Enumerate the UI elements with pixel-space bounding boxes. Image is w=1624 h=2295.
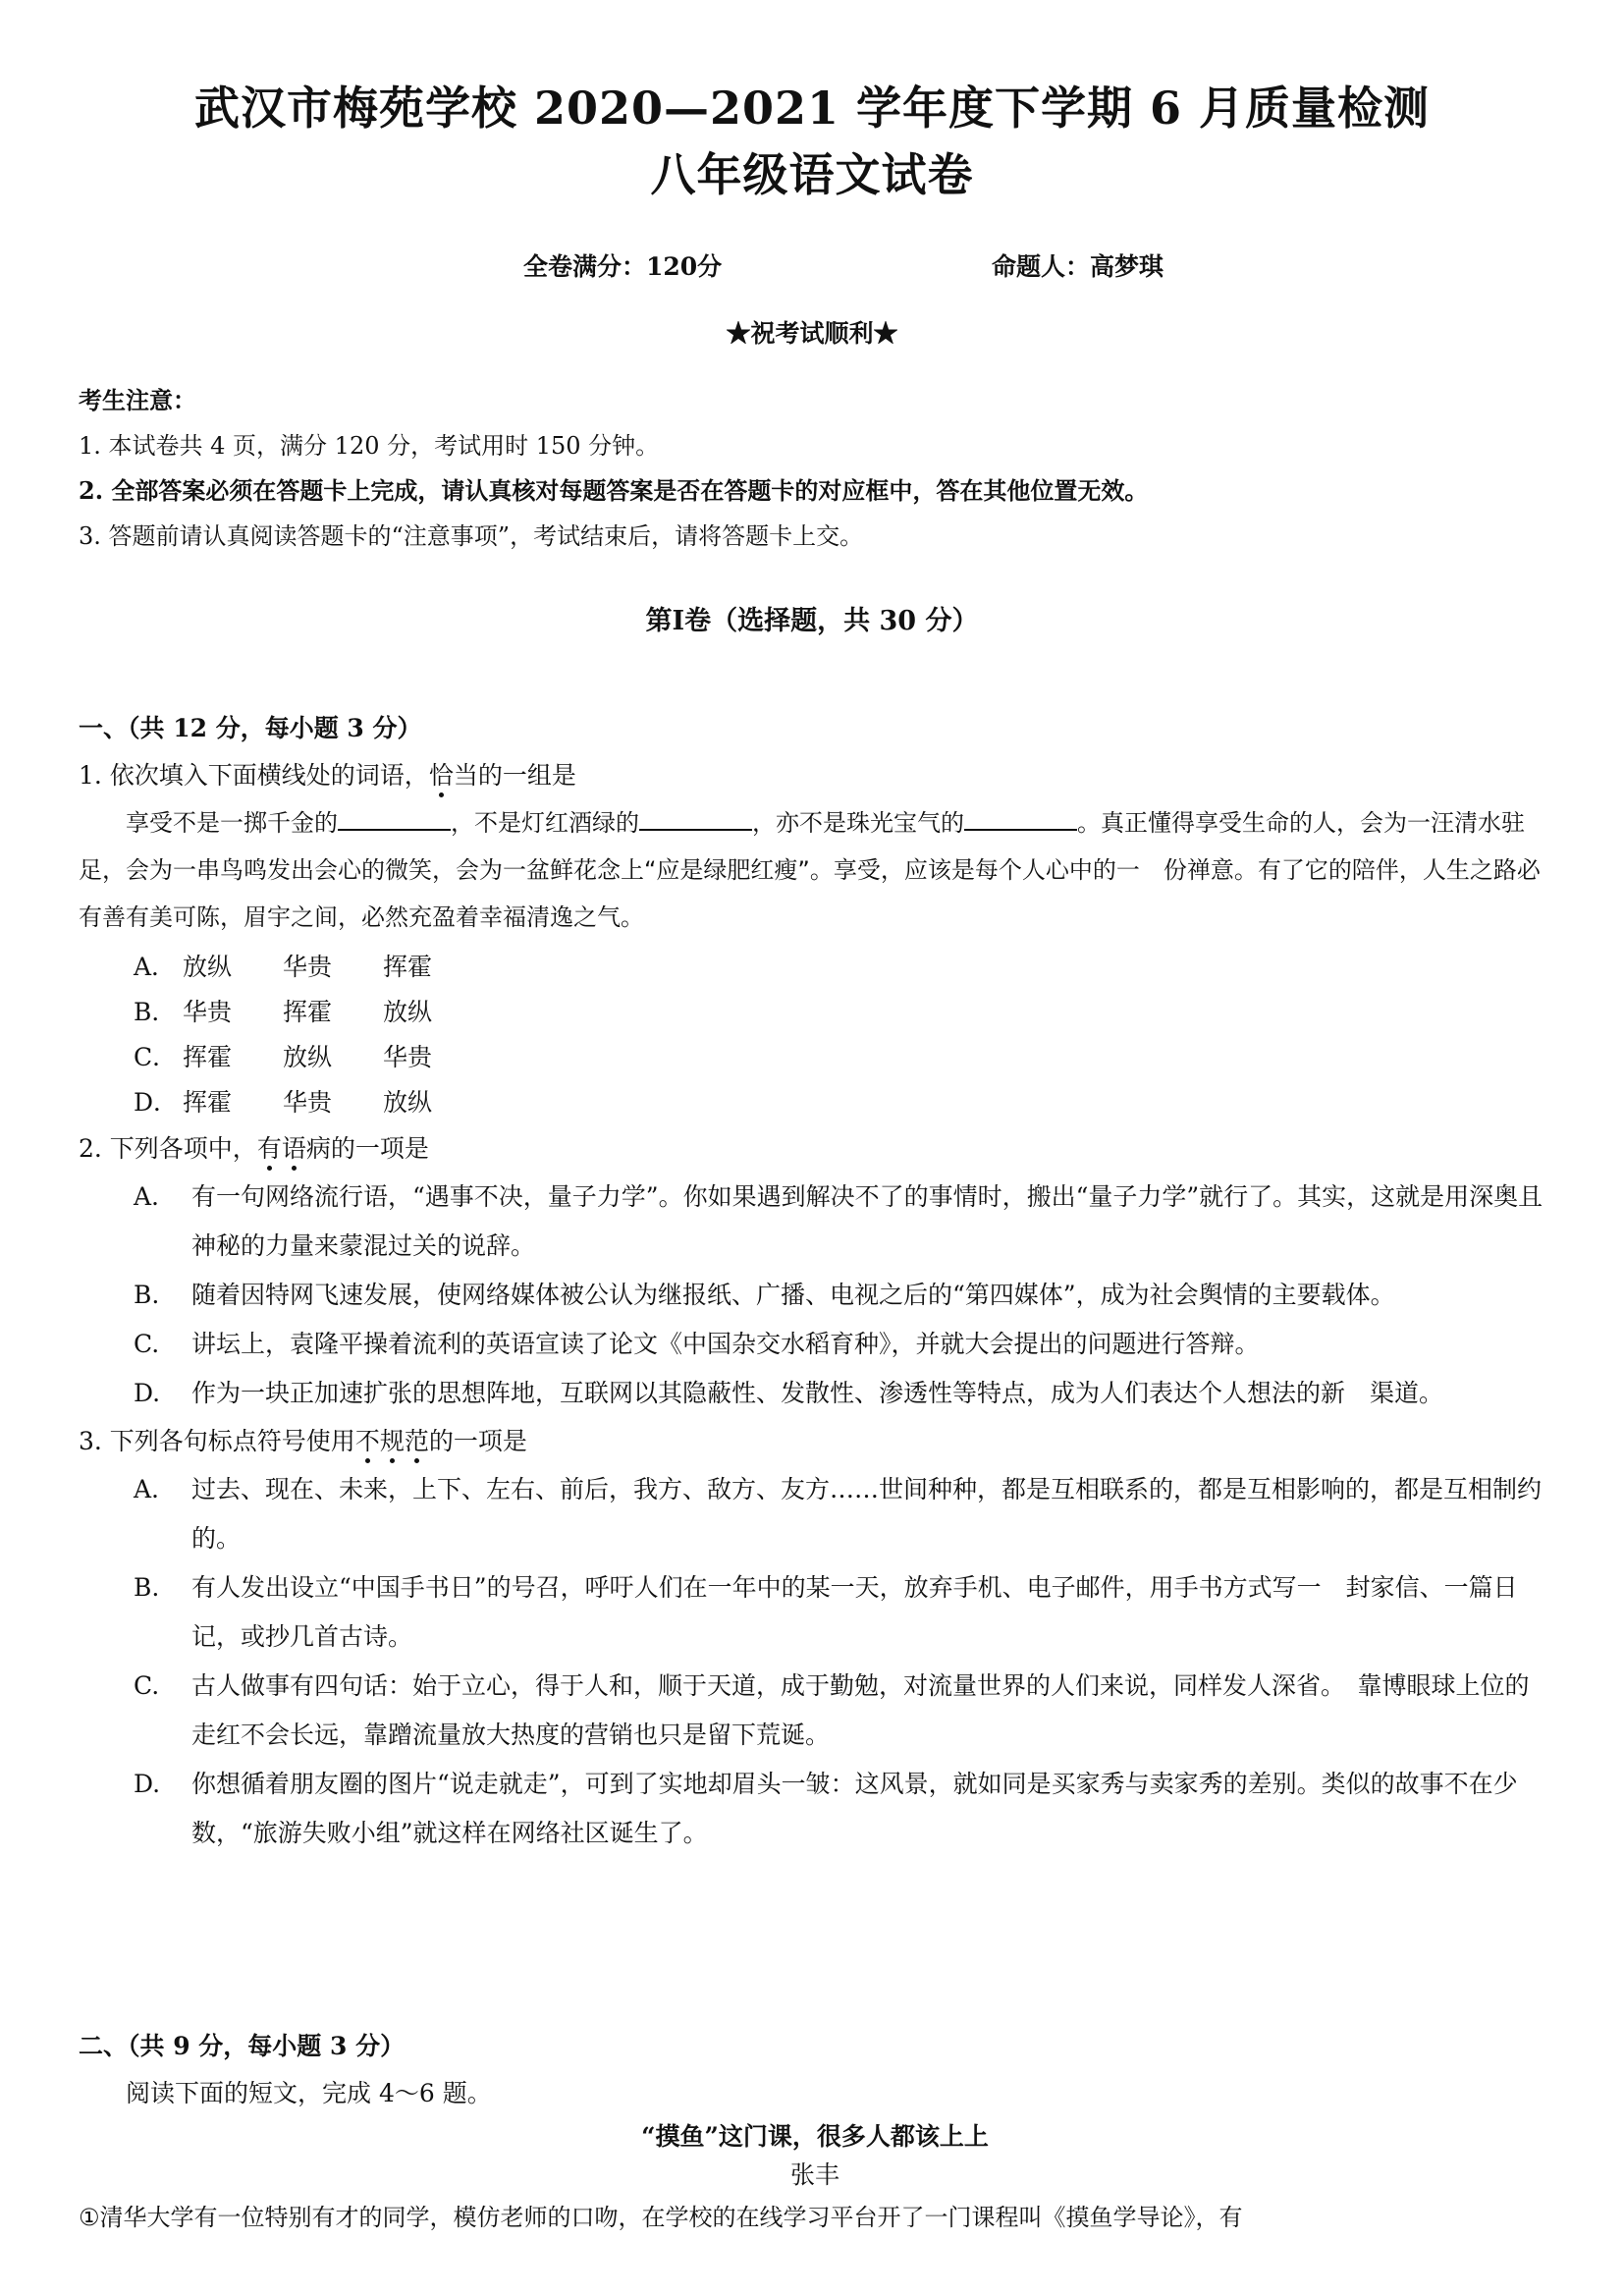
q3-choice-c [79, 1662, 1551, 1760]
exam-title-line2: 八年级语文试卷 [650, 148, 974, 201]
option-word: 华贵 [383, 1043, 433, 1071]
full-score: 全卷满分：120分 [523, 252, 723, 281]
choice-text: 古人做事有四句话：始于立心，得于人和，顺于天道，成于勤勉，对流量世界的人们来说，同样发人深省。 靠博眼球上位的走红不会长远，靠蹭流量放大热度的营销也只是留下荒诞。 [191, 1671, 1530, 1749]
q3-choice-a [79, 1465, 1551, 1563]
choice-label: B. [134, 1281, 160, 1309]
q1-passage-part: 。真正懂得享受生命的人，会为一汪清水驻足，会为一串鸟鸣发出会心的微笑，会为一盆鲜花念上“应是绿肥红瘦”。享受，应该是每个人心中的一 份禅意。有了它的陪伴，人生之路必有善有美可陈，眉宇之间，必然充盈着幸福清逸之气。 [79, 809, 1541, 931]
notice-item-1: 1. 本试卷共 4 页，满分 120 分，考试用时 150 分钟。 [79, 432, 660, 460]
q3-stem-text: 3. 下列各句标点符号使用 [79, 1427, 355, 1455]
choice-label: A. [134, 1475, 160, 1503]
option-word: 放纵 [383, 998, 433, 1026]
option-letter: D． [134, 1088, 179, 1117]
good-luck-line: ★祝考试顺利★ [726, 319, 898, 348]
choice-label: C. [134, 1671, 160, 1700]
q3-choice-d [79, 1760, 1551, 1858]
q2-emphasis-char: 语 [281, 1134, 306, 1163]
choice-text: 随着因特网飞速发展，使网络媒体被公认为继报纸、广播、电视之后的“第四媒体”，成为社会舆情的主要载体。 [191, 1281, 1395, 1309]
choice-text: 过去、现在、未来，上下、左右、前后，我方、敌方、友方……世间种种，都是互相联系的，都是互相影响的，都是互相制约的。 [191, 1475, 1543, 1553]
option-word: 华贵 [283, 953, 333, 981]
section-2-intro: 阅读下面的短文，完成 4～6 题。 [126, 2079, 492, 2107]
q1-option-d [134, 1080, 1551, 1125]
option-word: 挥霍 [383, 953, 433, 981]
option-word: 挥霍 [183, 1088, 233, 1117]
q1-stem-text-end: 的一组是 [477, 761, 576, 790]
option-word: 放纵 [183, 953, 233, 981]
notice-item-3: 3. 答题前请认真阅读答题卡的“注意事项”，考试结束后，请将答题卡上交。 [79, 522, 864, 550]
q1-option-c [134, 1035, 1551, 1080]
question-author: 命题人：高梦琪 [992, 252, 1164, 281]
q1-stem-text: 1. 依次填入下面横线处的词语， [79, 761, 429, 790]
choice-label: B. [134, 1573, 160, 1602]
q3-stem-text-end: 的一项是 [428, 1427, 527, 1455]
q3-emphasis-char: 规 [379, 1427, 405, 1455]
option-word: 放纵 [383, 1088, 433, 1117]
answer-blank [964, 803, 1077, 831]
option-letter: A． [134, 953, 177, 981]
q2-emphasis-char: 有 [256, 1134, 282, 1163]
exam-title-line1: 武汉市梅苑学校 2020—2021 学年度下学期 6 月质量检测 [193, 82, 1431, 135]
choice-text: 讲坛上，袁隆平操着流利的英语宣读了论文《中国杂交水稻育种》，并就大会提出的问题进行答辩。 [191, 1330, 1260, 1358]
section-2-heading: 二、（共 9 分，每小题 3 分） [79, 2032, 406, 2060]
option-word: 放纵 [283, 1043, 333, 1071]
notice-heading: 考生注意： [79, 386, 196, 414]
q3-emphasis-char: 不 [354, 1427, 380, 1455]
choice-label: D. [134, 1770, 161, 1798]
part1-title: 第Ⅰ卷（选择题，共 30 分） [645, 606, 979, 636]
choice-label: D. [134, 1379, 161, 1407]
q1-stem-char: 当 [453, 761, 478, 790]
section-2 [79, 2023, 1551, 2241]
question-2-stem [79, 1125, 1551, 1173]
q1-passage-part: ，不是灯红酒绿的 [451, 809, 639, 837]
choice-text: 你想循着朋友圈的图片“说走就走”，可到了实地却眉头一皱：这风景，就如同是买家秀与卖家秀的差别。类似的故事不在少数，“旅游失败小组”就这样在网络社区诞生了。 [191, 1770, 1518, 1847]
option-word: 挥霍 [283, 998, 333, 1026]
section-1-heading: 一、（共 12 分，每小题 3 分） [79, 714, 422, 742]
article-paragraph-1: ①清华大学有一位特别有才的同学，模仿老师的口吻，在学校的在线学习平台开了一门课程叫《摸鱼学导论》，有 [79, 2204, 1243, 2231]
q3-choice-b [79, 1563, 1551, 1662]
option-letter: B． [134, 998, 177, 1026]
q2-choice-b [79, 1271, 1551, 1320]
article-title: “摸鱼”这门课，很多人都该上上 [641, 2122, 989, 2151]
q2-choice-d [79, 1369, 1551, 1418]
option-word: 华贵 [183, 998, 233, 1026]
choice-text: 作为一块正加速扩张的思想阵地，互联网以其隐蔽性、发散性、渗透性等特点，成为人们表达个人想法的新 渠道。 [191, 1379, 1444, 1407]
choice-text: 有一句网络流行语，“遇事不决，量子力学”。你如果遇到解决不了的事情时，搬出“量子力学”就行了。其实，这就是用深奥且神秘的力量来蒙混过关的说辞。 [191, 1182, 1543, 1260]
question-1-stem [79, 752, 1551, 799]
q1-emphasis-char: 恰 [428, 761, 454, 790]
notice-item-2: 2. 全部答案必须在答题卡上完成，请认真核对每题答案是否在答题卡的对应框中，答在其他位置无效。 [79, 476, 1149, 505]
q1-passage-part: ，亦不是珠光宝气的 [752, 809, 964, 837]
q1-option-b [134, 990, 1551, 1035]
q2-stem-text: 2. 下列各项中， [79, 1134, 257, 1163]
q2-stem-text-end: 病的一项是 [305, 1134, 429, 1163]
option-word: 挥霍 [183, 1043, 233, 1071]
choice-label: C. [134, 1330, 160, 1358]
article-author: 张丰 [789, 2160, 839, 2189]
question-1-passage [79, 799, 1551, 941]
option-word: 华贵 [283, 1088, 333, 1117]
answer-blank [338, 803, 451, 831]
question-1-options [134, 945, 1551, 1125]
choice-text: 有人发出设立“中国手书日”的号召，呼吁人们在一年中的某一天，放弃手机、电子邮件，用手书方式写一 封家信、一篇日记，或抄几首古诗。 [191, 1573, 1518, 1651]
answer-blank [639, 803, 752, 831]
q2-choice-c [79, 1320, 1551, 1369]
q3-emphasis-char: 范 [404, 1427, 429, 1455]
question-3-stem [79, 1418, 1551, 1465]
q1-option-a [134, 945, 1551, 990]
q1-passage-part: 享受不是一掷千金的 [126, 809, 338, 837]
section-1 [79, 705, 1551, 1858]
choice-label: A. [134, 1182, 160, 1211]
candidate-notice [79, 378, 1148, 559]
q2-choice-a [79, 1173, 1551, 1271]
option-letter: C． [134, 1043, 178, 1071]
